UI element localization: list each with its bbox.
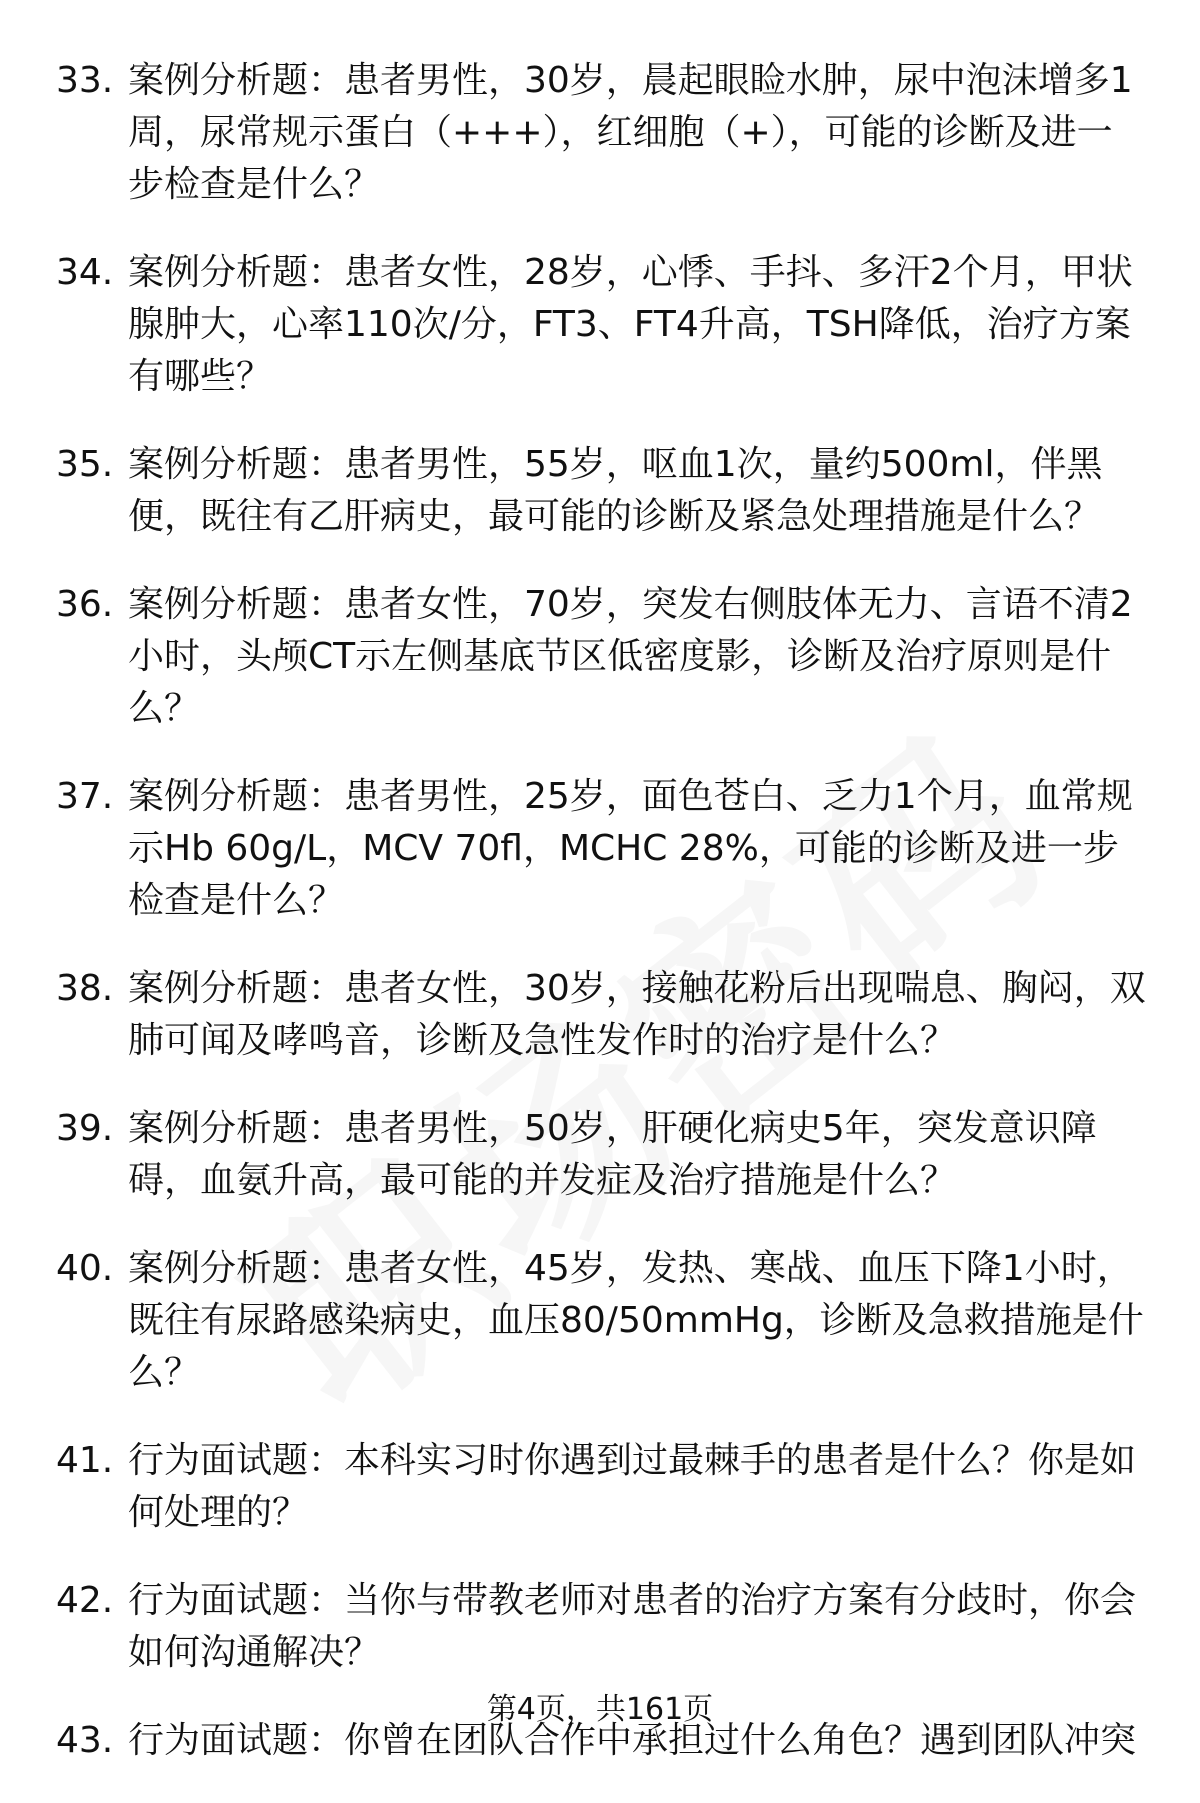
question-number: 39. bbox=[56, 1108, 114, 1149]
question-text: 行为面试题：当你与带教老师对患者的治疗方案有分歧时，你会如何沟通解决？ bbox=[128, 1580, 1137, 1673]
list-item bbox=[0, 771, 1200, 927]
question-text: 案例分析题：患者男性，55岁，呕血1次，量约500ml，伴黑便，既往有乙肝病史，最可能的诊断及紧急处理措施是什么？ bbox=[128, 444, 1103, 537]
question-number: 43. bbox=[56, 1720, 114, 1761]
question-text: 案例分析题：患者女性，45岁，发热、寒战、血压下降1小时，既往有尿路感染病史，血压80/50mmHg，诊断及急救措施是什么？ bbox=[128, 1248, 1144, 1393]
question-text: 案例分析题：患者男性，30岁，晨起眼睑水肿，尿中泡沫增多1周，尿常规示蛋白（+++），红细胞（+），可能的诊断及进一步检查是什么？ bbox=[128, 60, 1133, 205]
question-number: 34. bbox=[56, 252, 114, 293]
question-number: 33. bbox=[56, 60, 114, 101]
question-number: 42. bbox=[56, 1580, 114, 1621]
question-text: 案例分析题：患者女性，30岁，接触花粉后出现喘息、胸闷，双肺可闻及哮鸣音，诊断及急性发作时的治疗是什么？ bbox=[128, 968, 1146, 1061]
question-number: 41. bbox=[56, 1440, 114, 1481]
question-number: 35. bbox=[56, 444, 114, 485]
question-number: 40. bbox=[56, 1248, 114, 1289]
question-text: 案例分析题：患者女性，28岁，心悸、手抖、多汗2个月，甲状腺肿大，心率110次/分，FT3、FT4升高，TSH降低，治疗方案有哪些？ bbox=[128, 252, 1133, 397]
list-item bbox=[0, 1103, 1200, 1207]
question-text: 案例分析题：患者女性，70岁，突发右侧肢体无力、言语不清2小时，头颅CT示左侧基底节区低密度影，诊断及治疗原则是什么？ bbox=[128, 584, 1133, 729]
question-number: 37. bbox=[56, 776, 114, 817]
list-item bbox=[0, 579, 1200, 735]
list-item bbox=[0, 247, 1200, 403]
list-item bbox=[0, 1243, 1200, 1399]
list-item bbox=[0, 1575, 1200, 1679]
question-text: 行为面试题：你曾在团队合作中承担过什么角色？遇到团队冲突 bbox=[128, 1720, 1137, 1761]
question-list bbox=[0, 55, 1200, 1803]
question-text: 案例分析题：患者男性，25岁，面色苍白、乏力1个月，血常规示Hb 60g/L，MCV 70fl，MCHC 28%，可能的诊断及进一步检查是什么？ bbox=[128, 776, 1133, 921]
question-text: 案例分析题：患者男性，50岁，肝硬化病史5年，突发意识障碍，血氨升高，最可能的并发症及治疗措施是什么？ bbox=[128, 1108, 1097, 1201]
question-text: 行为面试题：本科实习时你遇到过最棘手的患者是什么？你是如何处理的？ bbox=[128, 1440, 1137, 1533]
list-item bbox=[0, 55, 1200, 211]
question-number: 38. bbox=[56, 968, 114, 1009]
list-item bbox=[0, 439, 1200, 543]
question-number: 36. bbox=[56, 584, 114, 625]
list-item bbox=[0, 963, 1200, 1067]
list-item bbox=[0, 1435, 1200, 1539]
page-footer: 第4页，共161页 bbox=[486, 1692, 714, 1727]
